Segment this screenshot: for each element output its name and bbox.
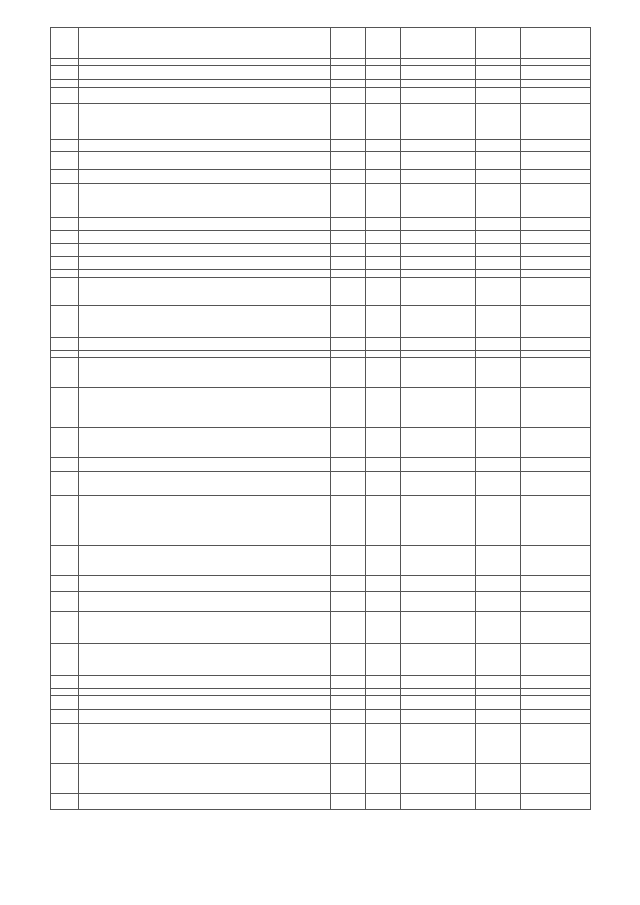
table-row: [51, 88, 591, 104]
row-section-cell: [331, 576, 366, 592]
row-name-cell: [79, 338, 331, 351]
row-expense-type-cell: [476, 676, 521, 689]
row-section-cell: [331, 170, 366, 184]
row-expense-type-cell: [476, 231, 521, 244]
header-number: [51, 28, 79, 59]
row-target-article-cell: [401, 546, 476, 576]
row-subsection-cell: [366, 592, 401, 612]
table-row: [51, 612, 591, 644]
table-row: [51, 338, 591, 351]
row-section-cell: [331, 338, 366, 351]
row-section-cell: [331, 152, 366, 170]
row-amount-cell: [521, 710, 591, 724]
row-index-cell: [51, 66, 79, 80]
row-section-cell: [331, 104, 366, 140]
row-amount-cell: [521, 358, 591, 388]
row-name-cell: [79, 66, 331, 80]
row-name-cell: [79, 710, 331, 724]
row-name-cell: [79, 458, 331, 472]
row-index-cell: [51, 140, 79, 152]
row-amount-cell: [521, 794, 591, 810]
table-row: [51, 388, 591, 428]
row-name-cell: [79, 472, 331, 496]
row-expense-type-cell: [476, 592, 521, 612]
row-amount-cell: [521, 689, 591, 696]
row-index-cell: [51, 612, 79, 644]
row-expense-type-cell: [476, 689, 521, 696]
row-section-cell: [331, 244, 366, 257]
table-row: [51, 794, 591, 810]
row-expense-type-cell: [476, 496, 521, 546]
table-row: [51, 270, 591, 278]
row-expense-type-cell: [476, 80, 521, 88]
row-target-article-cell: [401, 764, 476, 794]
row-amount-cell: [521, 472, 591, 496]
row-section-cell: [331, 358, 366, 388]
row-target-article-cell: [401, 140, 476, 152]
row-subsection-cell: [366, 270, 401, 278]
row-subsection-cell: [366, 244, 401, 257]
row-target-article-cell: [401, 592, 476, 612]
row-section-cell: [331, 184, 366, 218]
row-amount-cell: [521, 104, 591, 140]
row-name-cell: [79, 724, 331, 764]
row-name-cell: [79, 676, 331, 689]
header-expense-type: [476, 28, 521, 59]
table-row: [51, 676, 591, 689]
row-section-cell: [331, 306, 366, 338]
table-row: [51, 546, 591, 576]
row-subsection-cell: [366, 231, 401, 244]
table-row: [51, 306, 591, 338]
row-index-cell: [51, 764, 79, 794]
row-amount-cell: [521, 764, 591, 794]
column-number: [401, 59, 476, 66]
row-target-article-cell: [401, 472, 476, 496]
table-row: [51, 80, 591, 88]
row-amount-cell: [521, 351, 591, 358]
row-subsection-cell: [366, 576, 401, 592]
row-amount-cell: [521, 612, 591, 644]
row-amount-cell: [521, 184, 591, 218]
row-target-article-cell: [401, 270, 476, 278]
row-expense-type-cell: [476, 351, 521, 358]
row-expense-type-cell: [476, 306, 521, 338]
row-section-cell: [331, 428, 366, 458]
row-subsection-cell: [366, 88, 401, 104]
row-subsection-cell: [366, 257, 401, 270]
row-subsection-cell: [366, 689, 401, 696]
row-amount-cell: [521, 88, 591, 104]
row-section-cell: [331, 218, 366, 231]
row-amount-cell: [521, 576, 591, 592]
row-amount-cell: [521, 546, 591, 576]
row-index-cell: [51, 152, 79, 170]
row-target-article-cell: [401, 66, 476, 80]
table-row: [51, 428, 591, 458]
row-section-cell: [331, 351, 366, 358]
row-target-article-cell: [401, 612, 476, 644]
row-index-cell: [51, 496, 79, 546]
row-amount-cell: [521, 496, 591, 546]
row-target-article-cell: [401, 231, 476, 244]
row-index-cell: [51, 689, 79, 696]
row-amount-cell: [521, 724, 591, 764]
table-row: [51, 458, 591, 472]
row-expense-type-cell: [476, 428, 521, 458]
row-expense-type-cell: [476, 546, 521, 576]
table-row: [51, 184, 591, 218]
row-expense-type-cell: [476, 152, 521, 170]
table-row: [51, 644, 591, 676]
row-name-cell: [79, 428, 331, 458]
row-index-cell: [51, 184, 79, 218]
row-target-article-cell: [401, 458, 476, 472]
row-section-cell: [331, 644, 366, 676]
row-index-cell: [51, 80, 79, 88]
row-name-cell: [79, 696, 331, 710]
table-row: [51, 689, 591, 696]
row-index-cell: [51, 458, 79, 472]
table-row: [51, 710, 591, 724]
row-expense-type-cell: [476, 338, 521, 351]
row-section-cell: [331, 458, 366, 472]
row-name-cell: [79, 244, 331, 257]
table-row: [51, 152, 591, 170]
row-index-cell: [51, 576, 79, 592]
row-amount-cell: [521, 592, 591, 612]
row-section-cell: [331, 388, 366, 428]
row-expense-type-cell: [476, 257, 521, 270]
row-subsection-cell: [366, 696, 401, 710]
row-target-article-cell: [401, 88, 476, 104]
row-subsection-cell: [366, 278, 401, 306]
row-amount-cell: [521, 244, 591, 257]
row-target-article-cell: [401, 351, 476, 358]
row-target-article-cell: [401, 676, 476, 689]
column-number: [331, 59, 366, 66]
table-row: [51, 218, 591, 231]
row-expense-type-cell: [476, 270, 521, 278]
row-expense-type-cell: [476, 696, 521, 710]
row-subsection-cell: [366, 218, 401, 231]
row-index-cell: [51, 170, 79, 184]
row-target-article-cell: [401, 152, 476, 170]
row-section-cell: [331, 140, 366, 152]
row-amount-cell: [521, 231, 591, 244]
row-index-cell: [51, 338, 79, 351]
row-name-cell: [79, 351, 331, 358]
row-subsection-cell: [366, 80, 401, 88]
row-section-cell: [331, 710, 366, 724]
row-subsection-cell: [366, 351, 401, 358]
row-expense-type-cell: [476, 710, 521, 724]
table-row: [51, 257, 591, 270]
row-target-article-cell: [401, 689, 476, 696]
row-subsection-cell: [366, 676, 401, 689]
header-annual-volume: [521, 28, 591, 59]
row-target-article-cell: [401, 218, 476, 231]
row-name-cell: [79, 358, 331, 388]
row-section-cell: [331, 696, 366, 710]
row-name-cell: [79, 270, 331, 278]
header-section: [331, 28, 366, 59]
row-amount-cell: [521, 458, 591, 472]
table-row: [51, 231, 591, 244]
row-subsection-cell: [366, 794, 401, 810]
row-expense-type-cell: [476, 278, 521, 306]
row-subsection-cell: [366, 458, 401, 472]
row-name-cell: [79, 80, 331, 88]
row-expense-type-cell: [476, 644, 521, 676]
row-section-cell: [331, 257, 366, 270]
row-index-cell: [51, 244, 79, 257]
row-subsection-cell: [366, 710, 401, 724]
row-target-article-cell: [401, 794, 476, 810]
row-expense-type-cell: [476, 612, 521, 644]
row-name-cell: [79, 278, 331, 306]
row-name-cell: [79, 104, 331, 140]
row-section-cell: [331, 546, 366, 576]
row-expense-type-cell: [476, 104, 521, 140]
row-name-cell: [79, 218, 331, 231]
row-index-cell: [51, 257, 79, 270]
row-name-cell: [79, 592, 331, 612]
row-expense-type-cell: [476, 764, 521, 794]
row-index-cell: [51, 472, 79, 496]
table-row: [51, 472, 591, 496]
row-subsection-cell: [366, 496, 401, 546]
row-target-article-cell: [401, 184, 476, 218]
row-expense-type-cell: [476, 576, 521, 592]
row-name-cell: [79, 184, 331, 218]
row-target-article-cell: [401, 338, 476, 351]
table-row: [51, 576, 591, 592]
row-index-cell: [51, 794, 79, 810]
row-amount-cell: [521, 676, 591, 689]
row-amount-cell: [521, 306, 591, 338]
row-index-cell: [51, 104, 79, 140]
row-name-cell: [79, 689, 331, 696]
table-row: [51, 104, 591, 140]
row-expense-type-cell: [476, 184, 521, 218]
row-section-cell: [331, 764, 366, 794]
row-section-cell: [331, 472, 366, 496]
row-amount-cell: [521, 66, 591, 80]
row-name-cell: [79, 612, 331, 644]
row-target-article-cell: [401, 644, 476, 676]
row-section-cell: [331, 676, 366, 689]
row-name-cell: [79, 546, 331, 576]
table-row: [51, 724, 591, 764]
row-name-cell: [79, 88, 331, 104]
row-name-cell: [79, 257, 331, 270]
row-target-article-cell: [401, 428, 476, 458]
row-target-article-cell: [401, 358, 476, 388]
row-name-cell: [79, 306, 331, 338]
table-row: [51, 592, 591, 612]
row-subsection-cell: [366, 306, 401, 338]
row-amount-cell: [521, 152, 591, 170]
row-expense-type-cell: [476, 244, 521, 257]
table-row: [51, 764, 591, 794]
row-target-article-cell: [401, 257, 476, 270]
column-number: [476, 59, 521, 66]
row-subsection-cell: [366, 104, 401, 140]
row-section-cell: [331, 689, 366, 696]
row-target-article-cell: [401, 576, 476, 592]
row-section-cell: [331, 612, 366, 644]
row-target-article-cell: [401, 696, 476, 710]
table-row: [51, 66, 591, 80]
header-subsection: [366, 28, 401, 59]
row-expense-type-cell: [476, 170, 521, 184]
row-name-cell: [79, 170, 331, 184]
row-subsection-cell: [366, 152, 401, 170]
row-subsection-cell: [366, 764, 401, 794]
row-target-article-cell: [401, 170, 476, 184]
row-expense-type-cell: [476, 458, 521, 472]
table-row: [51, 358, 591, 388]
row-index-cell: [51, 592, 79, 612]
row-section-cell: [331, 80, 366, 88]
row-subsection-cell: [366, 388, 401, 428]
row-amount-cell: [521, 644, 591, 676]
row-name-cell: [79, 231, 331, 244]
row-section-cell: [331, 231, 366, 244]
row-index-cell: [51, 88, 79, 104]
row-subsection-cell: [366, 66, 401, 80]
table-row: [51, 278, 591, 306]
row-index-cell: [51, 546, 79, 576]
row-index-cell: [51, 676, 79, 689]
row-name-cell: [79, 496, 331, 546]
row-subsection-cell: [366, 338, 401, 351]
row-index-cell: [51, 218, 79, 231]
row-target-article-cell: [401, 278, 476, 306]
table-header-row: [51, 28, 591, 59]
row-expense-type-cell: [476, 724, 521, 764]
row-amount-cell: [521, 270, 591, 278]
header-name: [79, 28, 331, 59]
row-amount-cell: [521, 218, 591, 231]
row-amount-cell: [521, 278, 591, 306]
row-subsection-cell: [366, 612, 401, 644]
row-amount-cell: [521, 428, 591, 458]
table-row: [51, 140, 591, 152]
row-amount-cell: [521, 257, 591, 270]
budget-table: [50, 27, 591, 810]
row-subsection-cell: [366, 140, 401, 152]
row-expense-type-cell: [476, 472, 521, 496]
row-expense-type-cell: [476, 140, 521, 152]
row-index-cell: [51, 351, 79, 358]
row-section-cell: [331, 270, 366, 278]
row-target-article-cell: [401, 80, 476, 88]
row-target-article-cell: [401, 306, 476, 338]
row-section-cell: [331, 88, 366, 104]
table-row: [51, 170, 591, 184]
row-name-cell: [79, 388, 331, 428]
row-subsection-cell: [366, 170, 401, 184]
table-row: [51, 351, 591, 358]
row-amount-cell: [521, 170, 591, 184]
row-name-cell: [79, 140, 331, 152]
row-amount-cell: [521, 80, 591, 88]
table-row: [51, 696, 591, 710]
row-amount-cell: [521, 388, 591, 428]
row-section-cell: [331, 794, 366, 810]
row-section-cell: [331, 592, 366, 612]
row-expense-type-cell: [476, 66, 521, 80]
table-body: [51, 66, 591, 810]
row-expense-type-cell: [476, 358, 521, 388]
column-number: [366, 59, 401, 66]
row-subsection-cell: [366, 724, 401, 764]
column-number: [51, 59, 79, 66]
row-section-cell: [331, 66, 366, 80]
row-name-cell: [79, 764, 331, 794]
row-index-cell: [51, 231, 79, 244]
row-amount-cell: [521, 696, 591, 710]
row-name-cell: [79, 644, 331, 676]
row-subsection-cell: [366, 358, 401, 388]
row-subsection-cell: [366, 184, 401, 218]
row-subsection-cell: [366, 546, 401, 576]
row-subsection-cell: [366, 644, 401, 676]
header-target-article: [401, 28, 476, 59]
row-target-article-cell: [401, 104, 476, 140]
row-subsection-cell: [366, 472, 401, 496]
row-index-cell: [51, 358, 79, 388]
row-index-cell: [51, 428, 79, 458]
row-expense-type-cell: [476, 88, 521, 104]
row-target-article-cell: [401, 388, 476, 428]
row-expense-type-cell: [476, 388, 521, 428]
table-row: [51, 244, 591, 257]
row-name-cell: [79, 576, 331, 592]
row-index-cell: [51, 306, 79, 338]
table-row: [51, 496, 591, 546]
row-index-cell: [51, 388, 79, 428]
column-number-row: [51, 59, 591, 66]
row-target-article-cell: [401, 710, 476, 724]
row-index-cell: [51, 270, 79, 278]
row-index-cell: [51, 278, 79, 306]
column-number: [521, 59, 591, 66]
row-index-cell: [51, 724, 79, 764]
row-section-cell: [331, 496, 366, 546]
row-name-cell: [79, 152, 331, 170]
row-section-cell: [331, 278, 366, 306]
row-target-article-cell: [401, 724, 476, 764]
row-index-cell: [51, 696, 79, 710]
row-index-cell: [51, 710, 79, 724]
row-amount-cell: [521, 338, 591, 351]
row-target-article-cell: [401, 496, 476, 546]
document-page: [50, 27, 590, 810]
row-subsection-cell: [366, 428, 401, 458]
row-amount-cell: [521, 140, 591, 152]
row-name-cell: [79, 794, 331, 810]
row-section-cell: [331, 724, 366, 764]
row-expense-type-cell: [476, 218, 521, 231]
column-number: [79, 59, 331, 66]
row-target-article-cell: [401, 244, 476, 257]
row-expense-type-cell: [476, 794, 521, 810]
row-index-cell: [51, 644, 79, 676]
